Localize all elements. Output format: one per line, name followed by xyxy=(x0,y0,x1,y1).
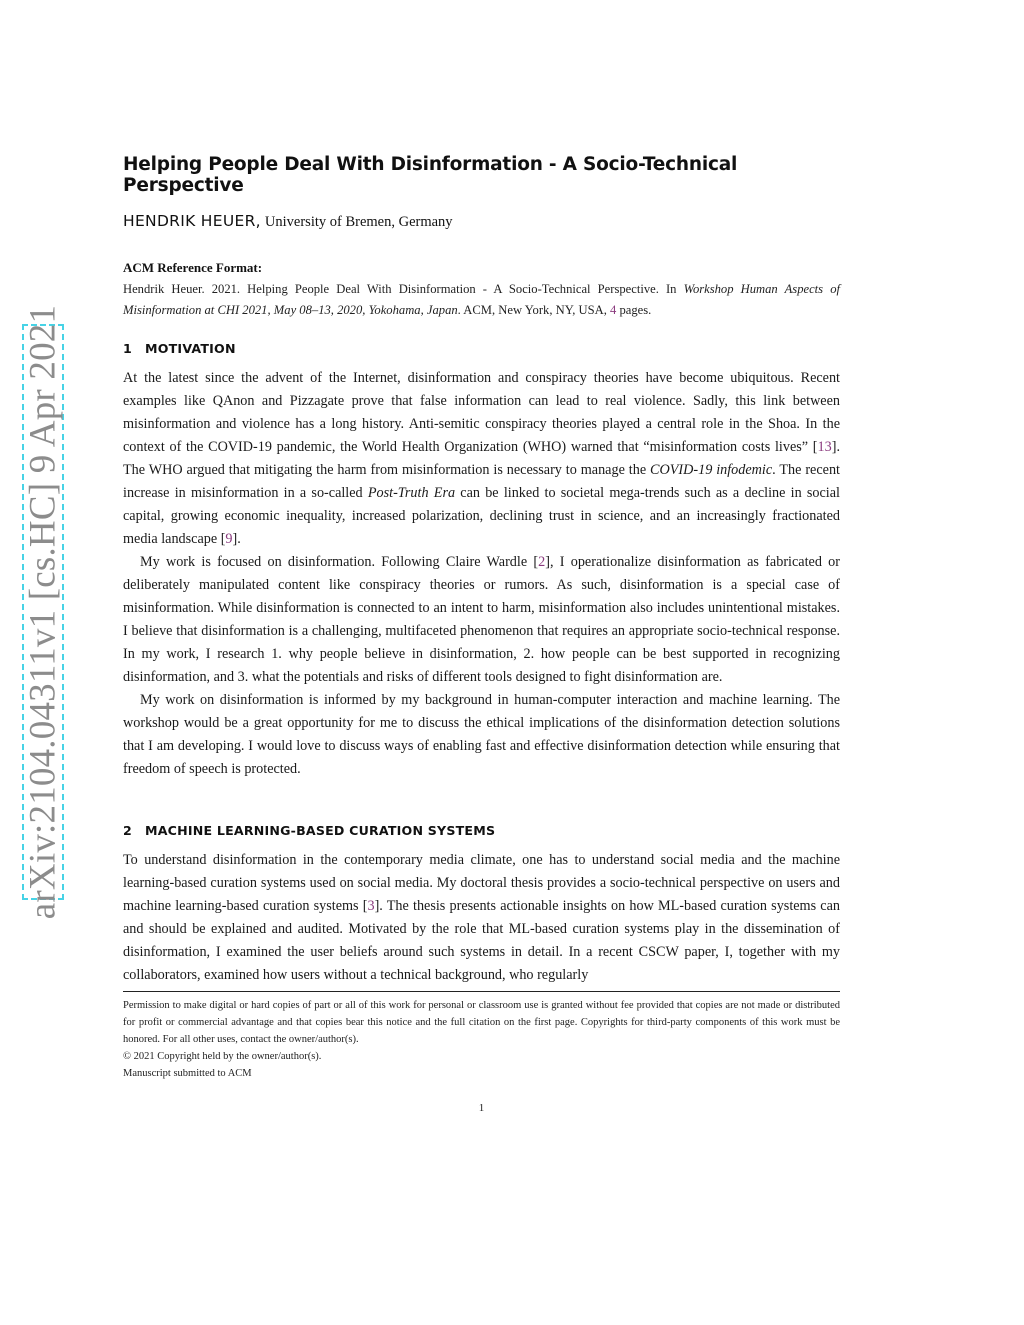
section-number: 1 xyxy=(123,341,132,356)
paragraph xyxy=(123,849,840,987)
author-affiliation: University of Bremen, Germany xyxy=(264,214,453,230)
citation-link[interactable]: 9 xyxy=(225,531,233,547)
citation-link[interactable]: 3 xyxy=(367,898,375,914)
paragraph: My work on disinformation is informed by my background in human-computer interaction and machine learning. The workshop would be a great opportunity for me to discuss the ethical implications of the disinformation detection solutions that I am developing. I would love to discuss ways of enabling fast and effective disinformation detection while ensuring that freedom of speech is protected. xyxy=(123,692,840,777)
emphasis: COVID-19 infodemic xyxy=(650,462,773,478)
citation-link[interactable]: 2 xyxy=(538,554,546,570)
author-line xyxy=(123,212,453,231)
footnote xyxy=(123,991,840,1082)
acm-reference-text xyxy=(123,279,840,321)
section-title: MOTIVATION xyxy=(145,341,236,356)
section-body-motivation xyxy=(123,367,840,781)
citation-link[interactable]: 13 xyxy=(817,439,832,455)
section-number: 2 xyxy=(123,823,132,838)
section-heading-curation-systems xyxy=(123,823,495,838)
copyright-notice: © 2021 Copyright held by the owner/author(s). xyxy=(123,1051,322,1062)
emphasis: Post-Truth Era xyxy=(367,485,456,501)
permission-notice: Permission to make digital or hard copies of part or all of this work for personal or classroom use is granted without fee provided that copies are not made or distributed for profit or commercial advantage and that copies bear this notice and the full citation on the first page. Copyrights for third-party components of this work must be honored. For all other uses, contact the owner/author(s). xyxy=(123,1000,840,1045)
arxiv-stamp xyxy=(22,304,64,920)
page-number: 1 xyxy=(478,1102,485,1114)
text-run: can be linked to societal mega-trends such as a decline in social capital, growing economic inequality, increased polarization, declining trust in science, and an increasingly fractionated media landscape [ xyxy=(123,485,840,547)
section-body-curation-systems xyxy=(123,849,840,987)
text-run: ], I operationalize disinformation as fabricated or deliberately manipulated content like conspiracy theories or rumors. As such, disinformation is a special case of misinformation. While disinformation is connected to an intent to harm, misinformation also includes unintentional mistakes. I believe that disinformation is a challenging, multifaceted phenomenon that requires an appropriate socio-technical response. In my work, I research 1. why people believe in disinformation, 2. how people can be best supported in recognizing disinformation, and 3. what the potentials and risks of different tools designed to fight disinformation are. xyxy=(123,554,840,685)
acm-reference-venue: Workshop Human Aspects of Misinformation at CHI 2021, May 08–13, 2020, Yokohama, Japan xyxy=(123,282,840,317)
arxiv-stamp-text: arXiv:2104.04311v1 [cs.HC] 9 Apr 2021 xyxy=(22,304,64,920)
paragraph xyxy=(123,367,840,551)
section-title: MACHINE LEARNING-BASED CURATION SYSTEMS xyxy=(145,823,496,838)
acm-reference-end: pages. xyxy=(616,303,652,317)
acm-reference-heading: ACM Reference Format: xyxy=(123,260,263,275)
paper-title: Helping People Deal With Disinformation - A Socio-Technical Perspective xyxy=(123,154,738,196)
text-run: My work is focused on disinformation. Following Claire Wardle [ xyxy=(140,554,539,570)
pages-link[interactable]: 4 xyxy=(610,303,617,317)
paragraph xyxy=(123,551,840,689)
section-heading-motivation xyxy=(123,341,236,356)
acm-reference-publisher: . ACM, New York, NY, USA, xyxy=(457,303,610,317)
text-run: . The recent increase in misinformation in a so-called xyxy=(123,462,840,501)
text-run: To understand disinformation in the contemporary media climate, one has to understand social media and the machine learning-based curation systems used on social media. My doctoral thesis provides a socio-technical perspective on users and machine learning-based curation systems [ xyxy=(123,852,840,914)
text-run: ]. xyxy=(232,531,241,547)
text-run: ]. The thesis presents actionable insights on how ML-based curation systems can and should be explained and audited. Motivated by the role that ML-based curation systems play in the dissemination of disinformation, I examined the user beliefs around such systems in detail. In a recent CSCW paper, I, together with my collaborators, examined how users without a technical background, who regularly xyxy=(123,898,840,983)
text-run: ]. The WHO argued that mitigating the harm from misinformation is necessary to manage the xyxy=(123,439,840,478)
manuscript-notice: Manuscript submitted to ACM xyxy=(123,1068,252,1079)
author-name: HENDRIK HEUER, xyxy=(123,212,261,230)
acm-reference-lead: Hendrik Heuer. 2021. Helping People Deal With Disinformation - A Socio-Technical Perspective. In xyxy=(123,282,684,296)
text-run: At the latest since the advent of the Internet, disinformation and conspiracy theories have become ubiquitous. Recent examples like QAnon and Pizzagate prove that false information can lead to real violence. Sadly, this link between misinformation and violence has a long history. Anti-semitic conspiracy theories played a central role in the Shoa. In the context of the COVID-19 pandemic, the World Health Organization (WHO) warned that “misinformation costs lives” [ xyxy=(123,370,840,455)
